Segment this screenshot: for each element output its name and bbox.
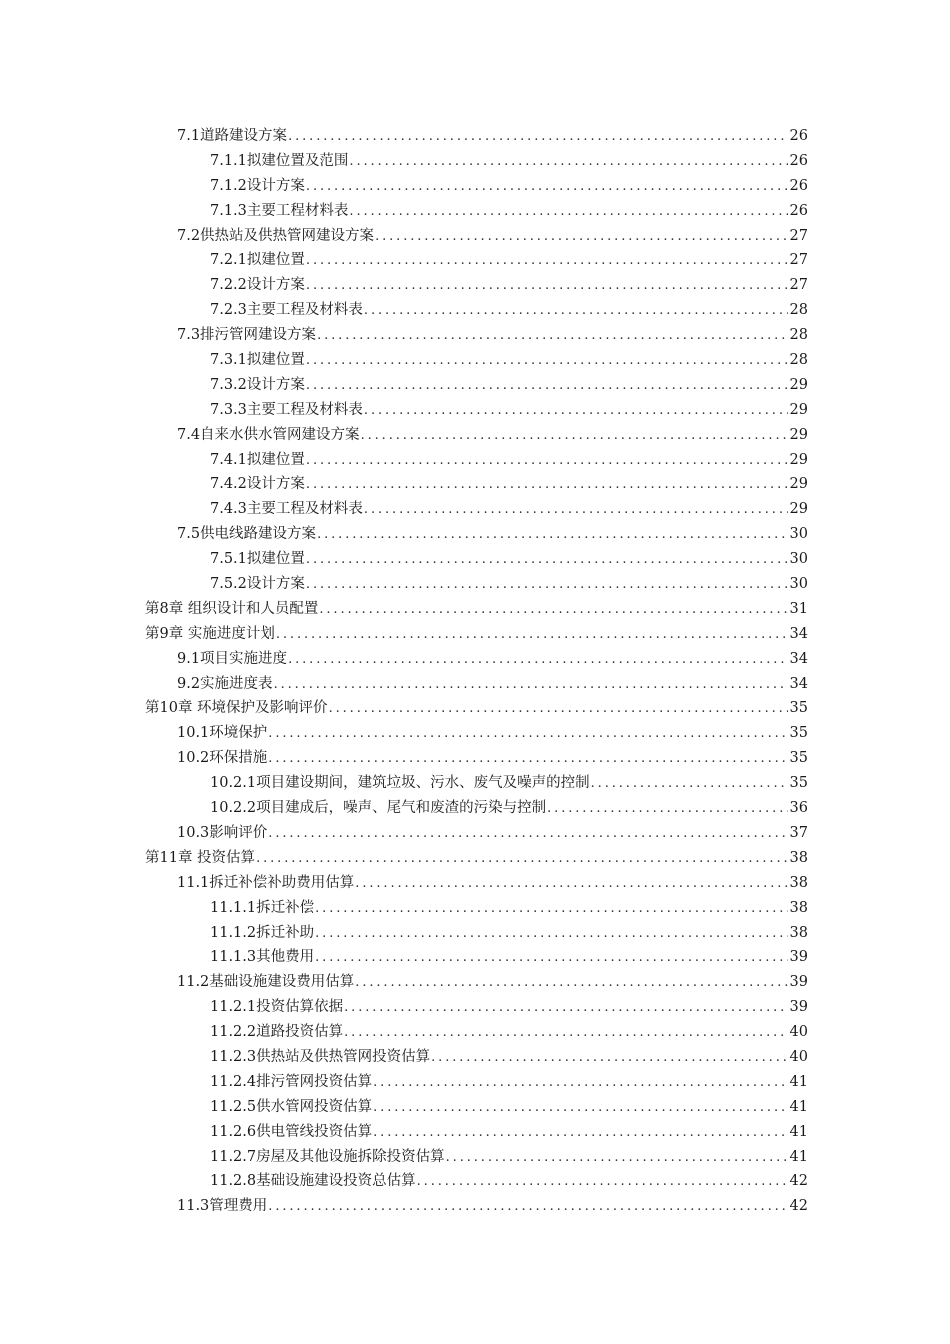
toc-entry[interactable] xyxy=(0,448,950,473)
toc-entry[interactable] xyxy=(0,373,950,398)
toc-entry[interactable] xyxy=(0,696,950,721)
toc-page-number: 28 xyxy=(789,327,808,344)
toc-entry[interactable] xyxy=(0,522,950,547)
dot-leader xyxy=(364,299,788,324)
toc-entry-line xyxy=(210,945,808,971)
toc-page-number: 39 xyxy=(789,999,808,1016)
toc-entry-line xyxy=(210,149,808,175)
toc-entry[interactable] xyxy=(0,622,950,647)
dot-leader xyxy=(373,1121,787,1146)
toc-entry-line xyxy=(210,1120,808,1146)
toc-entry-title: 7.5供电线路建设方案 xyxy=(177,526,317,543)
toc-page-number: 27 xyxy=(789,227,808,244)
toc-page-number: 28 xyxy=(789,302,808,319)
toc-entry-title: 7.3.3主要工程及材料表 xyxy=(210,401,363,418)
dot-leader xyxy=(256,847,787,872)
toc-entry[interactable] xyxy=(0,846,950,871)
toc-entry[interactable] xyxy=(0,1194,950,1219)
toc-page-number: 29 xyxy=(789,376,808,393)
toc-page-number: 26 xyxy=(789,128,808,144)
toc-page-number: 30 xyxy=(789,576,808,593)
toc-entry-title: 11.1拆迁补偿补助费用估算 xyxy=(177,874,355,891)
toc-entry[interactable] xyxy=(0,921,950,946)
toc-entry-title: 7.4自来水供水管网建设方案 xyxy=(177,426,360,443)
toc-entry-line xyxy=(210,796,808,822)
dot-leader xyxy=(306,249,788,274)
toc-entry[interactable] xyxy=(0,398,950,423)
toc-entry-title: 10.3影响评价 xyxy=(177,824,268,841)
dot-leader xyxy=(319,598,787,623)
toc-entry-title: 11.2.1投资估算依据 xyxy=(210,999,344,1016)
toc-entry-title: 10.2环保措施 xyxy=(177,750,268,767)
dot-leader xyxy=(274,673,788,698)
toc-entry-title: 7.2.3主要工程及材料表 xyxy=(210,302,363,319)
toc-entry-title: 11.1.1拆迁补偿 xyxy=(210,899,315,916)
toc-entry-line xyxy=(145,622,808,648)
toc-entry-line xyxy=(210,1020,808,1046)
toc-entry-title: 11.2.3供热站及供热管网投资估算 xyxy=(210,1048,431,1065)
toc-entry-title: 11.3管理费用 xyxy=(177,1198,268,1215)
toc-entry-title: 7.1道路建设方案 xyxy=(177,128,288,144)
toc-entry-line xyxy=(210,1095,808,1121)
toc-entry[interactable] xyxy=(0,547,950,572)
dot-leader xyxy=(268,722,787,747)
dot-leader xyxy=(306,449,788,474)
toc-page-number: 40 xyxy=(789,1024,808,1041)
toc-entry-title: 11.2.6供电管线投资估算 xyxy=(210,1123,373,1140)
toc-page-number: 37 xyxy=(789,824,808,841)
dot-leader xyxy=(373,1071,787,1096)
toc-page-number: 28 xyxy=(789,352,808,369)
toc-entry[interactable] xyxy=(0,647,950,672)
toc-entry-line xyxy=(177,672,808,698)
dot-leader xyxy=(375,225,787,250)
toc-entry-title: 7.3.1拟建位置 xyxy=(210,352,305,369)
toc-entry[interactable] xyxy=(0,1045,950,1070)
toc-entry[interactable] xyxy=(0,597,950,622)
table-of-contents xyxy=(0,124,950,1219)
toc-page-number: 42 xyxy=(789,1198,808,1215)
toc-entry-line xyxy=(177,970,808,996)
toc-entry-title: 11.2基础设施建设费用估算 xyxy=(177,974,355,991)
toc-entry-line xyxy=(145,597,808,623)
toc-page-number: 38 xyxy=(789,899,808,916)
toc-entry-title: 7.4.1拟建位置 xyxy=(210,451,305,468)
toc-page-number: 38 xyxy=(789,924,808,941)
toc-entry-title: 9.1项目实施进度 xyxy=(177,650,288,667)
toc-entry-title: 10.1环境保护 xyxy=(177,725,268,742)
toc-page-number: 29 xyxy=(789,451,808,468)
toc-entry[interactable] xyxy=(0,149,950,174)
toc-entry-title: 第10章 环境保护及影响评价 xyxy=(145,700,328,717)
toc-entry[interactable] xyxy=(0,199,950,224)
toc-page-number: 26 xyxy=(789,152,808,169)
toc-page-number: 34 xyxy=(789,650,808,667)
dot-leader xyxy=(364,399,788,424)
toc-entry-line xyxy=(145,696,808,722)
toc-entry[interactable] xyxy=(0,1145,950,1170)
dot-leader xyxy=(268,747,787,772)
dot-leader xyxy=(364,498,788,523)
toc-page-number: 29 xyxy=(789,501,808,518)
toc-entry[interactable] xyxy=(0,572,950,597)
toc-entry-line xyxy=(210,248,808,274)
toc-page-number: 29 xyxy=(789,426,808,443)
toc-entry-title: 7.4.2设计方案 xyxy=(210,476,305,493)
toc-page-number: 35 xyxy=(789,775,808,792)
toc-page-number: 26 xyxy=(789,177,808,194)
toc-entry-title: 第8章 组织设计和人员配置 xyxy=(145,600,319,617)
toc-page-number: 27 xyxy=(789,252,808,269)
toc-page-number: 39 xyxy=(789,974,808,991)
toc-page-number: 35 xyxy=(789,700,808,717)
toc-entry-title: 11.1.3其他费用 xyxy=(210,949,315,966)
dot-leader xyxy=(315,922,787,947)
toc-entry[interactable] xyxy=(0,796,950,821)
dot-leader xyxy=(288,648,787,673)
toc-entry-line xyxy=(177,224,808,250)
toc-entry-title: 11.1.2拆迁补助 xyxy=(210,924,315,941)
toc-entry-line xyxy=(210,174,808,200)
toc-entry[interactable] xyxy=(0,746,950,771)
dot-leader xyxy=(373,1096,787,1121)
toc-entry-line xyxy=(177,522,808,548)
toc-entry-line xyxy=(177,871,808,897)
toc-page-number: 30 xyxy=(789,526,808,543)
toc-page-number: 34 xyxy=(789,625,808,642)
toc-entry-title: 11.2.2道路投资估算 xyxy=(210,1024,344,1041)
toc-entry-title: 7.1.1拟建位置及范围 xyxy=(210,152,349,169)
toc-entry-line xyxy=(210,771,808,797)
toc-entry-title: 7.3.2设计方案 xyxy=(210,376,305,393)
dot-leader xyxy=(306,374,788,399)
toc-entry[interactable] xyxy=(0,248,950,273)
dot-leader xyxy=(268,822,787,847)
dot-leader xyxy=(417,1170,788,1195)
dot-leader xyxy=(344,1021,787,1046)
toc-entry-line xyxy=(210,348,808,374)
toc-page-number: 36 xyxy=(789,800,808,817)
toc-entry-title: 第11章 投资估算 xyxy=(145,849,256,866)
dot-leader xyxy=(306,573,788,598)
dot-leader xyxy=(355,872,787,897)
toc-entry[interactable] xyxy=(0,1070,950,1095)
dot-leader xyxy=(431,1046,787,1071)
toc-entry-line xyxy=(210,995,808,1021)
toc-page-number: 35 xyxy=(789,725,808,742)
toc-page-number: 38 xyxy=(789,874,808,891)
toc-entry[interactable] xyxy=(0,124,950,149)
toc-entry[interactable] xyxy=(0,970,950,995)
toc-entry[interactable] xyxy=(0,497,950,522)
toc-entry-title: 7.3排污管网建设方案 xyxy=(177,327,317,344)
toc-entry-line xyxy=(177,423,808,449)
dot-leader xyxy=(317,324,787,349)
toc-entry-line xyxy=(210,547,808,573)
toc-page-number: 41 xyxy=(789,1098,808,1115)
toc-entry-line xyxy=(210,448,808,474)
toc-page-number: 29 xyxy=(789,401,808,418)
toc-entry[interactable] xyxy=(0,771,950,796)
toc-entry-line xyxy=(210,1070,808,1096)
toc-entry-line xyxy=(177,746,808,772)
toc-page-number: 41 xyxy=(789,1073,808,1090)
toc-entry[interactable] xyxy=(0,472,950,497)
toc-page-number: 27 xyxy=(789,277,808,294)
toc-page-number: 26 xyxy=(789,202,808,219)
toc-entry-title: 11.2.5供水管网投资估算 xyxy=(210,1098,373,1115)
toc-page-number: 41 xyxy=(789,1148,808,1165)
toc-entry[interactable] xyxy=(0,821,950,846)
toc-entry[interactable] xyxy=(0,174,950,199)
toc-entry-title: 11.2.8基础设施建设投资总估算 xyxy=(210,1173,416,1190)
toc-entry[interactable] xyxy=(0,945,950,970)
dot-leader xyxy=(329,697,788,722)
dot-leader xyxy=(315,946,787,971)
toc-entry-title: 9.2实施进度表 xyxy=(177,675,273,692)
toc-page-number: 34 xyxy=(789,675,808,692)
toc-entry-title: 7.5.2设计方案 xyxy=(210,576,305,593)
toc-page-number: 35 xyxy=(789,750,808,767)
toc-entry[interactable] xyxy=(0,1020,950,1045)
dot-leader xyxy=(315,897,787,922)
toc-entry-title: 7.2.2设计方案 xyxy=(210,277,305,294)
toc-page-number: 30 xyxy=(789,551,808,568)
toc-entry-line xyxy=(210,896,808,922)
dot-leader xyxy=(306,473,788,498)
toc-entry-line xyxy=(210,1169,808,1195)
toc-entry-title: 7.1.3主要工程材料表 xyxy=(210,202,349,219)
toc-page-number: 29 xyxy=(789,476,808,493)
toc-entry[interactable] xyxy=(0,672,950,697)
dot-leader xyxy=(349,150,787,175)
toc-entry-title: 11.2.7房屋及其他设施拆除投资估算 xyxy=(210,1148,445,1165)
toc-entry[interactable] xyxy=(0,273,950,298)
toc-entry-line xyxy=(210,273,808,299)
toc-entry-line xyxy=(177,821,808,847)
toc-entry[interactable] xyxy=(0,1120,950,1145)
dot-leader xyxy=(344,996,787,1021)
toc-entry-line xyxy=(177,647,808,673)
toc-page-number: 41 xyxy=(789,1123,808,1140)
dot-leader xyxy=(306,175,788,200)
toc-entry-line xyxy=(210,1045,808,1071)
toc-entry-title: 7.5.1拟建位置 xyxy=(210,551,305,568)
toc-entry-line xyxy=(210,472,808,498)
toc-entry-title: 第9章 实施进度计划 xyxy=(145,625,275,642)
dot-leader xyxy=(268,1195,787,1220)
toc-entry[interactable] xyxy=(0,871,950,896)
toc-page-number: 39 xyxy=(789,949,808,966)
toc-entry[interactable] xyxy=(0,721,950,746)
toc-entry-line xyxy=(177,323,808,349)
dot-leader xyxy=(288,125,787,150)
toc-entry-line xyxy=(210,921,808,947)
toc-entry[interactable] xyxy=(0,423,950,448)
toc-entry-title: 7.2.1拟建位置 xyxy=(210,252,305,269)
dot-leader xyxy=(361,424,788,449)
toc-entry[interactable] xyxy=(0,1169,950,1194)
toc-entry-title: 10.2.1项目建设期间，建筑垃圾、污水、废气及噪声的控制 xyxy=(210,775,590,792)
dot-leader xyxy=(276,623,788,648)
toc-entry-title: 7.4.3主要工程及材料表 xyxy=(210,501,363,518)
toc-entry[interactable] xyxy=(0,323,950,348)
dot-leader xyxy=(306,349,788,374)
toc-entry-line xyxy=(210,1145,808,1171)
toc-entry[interactable] xyxy=(0,224,950,249)
toc-entry-line xyxy=(210,497,808,523)
toc-entry[interactable] xyxy=(0,896,950,921)
dot-leader xyxy=(306,548,788,573)
toc-entry-title: 7.1.2设计方案 xyxy=(210,177,305,194)
toc-entry-line xyxy=(210,298,808,324)
toc-entry-title: 10.2.2项目建成后，噪声、尾气和废渣的污染与控制 xyxy=(210,800,547,817)
toc-entry-line xyxy=(177,124,808,150)
toc-entry[interactable] xyxy=(0,995,950,1020)
toc-entry-line xyxy=(177,1194,808,1220)
toc-entry-line xyxy=(145,846,808,872)
dot-leader xyxy=(306,274,788,299)
toc-page-number: 31 xyxy=(789,600,808,617)
toc-entry-line xyxy=(210,373,808,399)
toc-entry-title: 7.2供热站及供热管网建设方案 xyxy=(177,227,375,244)
toc-entry[interactable] xyxy=(0,348,950,373)
dot-leader xyxy=(349,200,787,225)
toc-entry-line xyxy=(210,572,808,598)
toc-page-number: 42 xyxy=(789,1173,808,1190)
toc-entry-line xyxy=(210,199,808,225)
toc-entry-title: 11.2.4排污管网投资估算 xyxy=(210,1073,373,1090)
toc-entry[interactable] xyxy=(0,1095,950,1120)
dot-leader xyxy=(591,772,788,797)
toc-entry[interactable] xyxy=(0,298,950,323)
toc-page-number: 40 xyxy=(789,1048,808,1065)
toc-page-number: 38 xyxy=(789,849,808,866)
dot-leader xyxy=(317,523,787,548)
dot-leader xyxy=(547,797,787,822)
dot-leader xyxy=(446,1146,788,1171)
toc-entry-line xyxy=(210,398,808,424)
dot-leader xyxy=(355,971,787,996)
toc-entry-line xyxy=(177,721,808,747)
